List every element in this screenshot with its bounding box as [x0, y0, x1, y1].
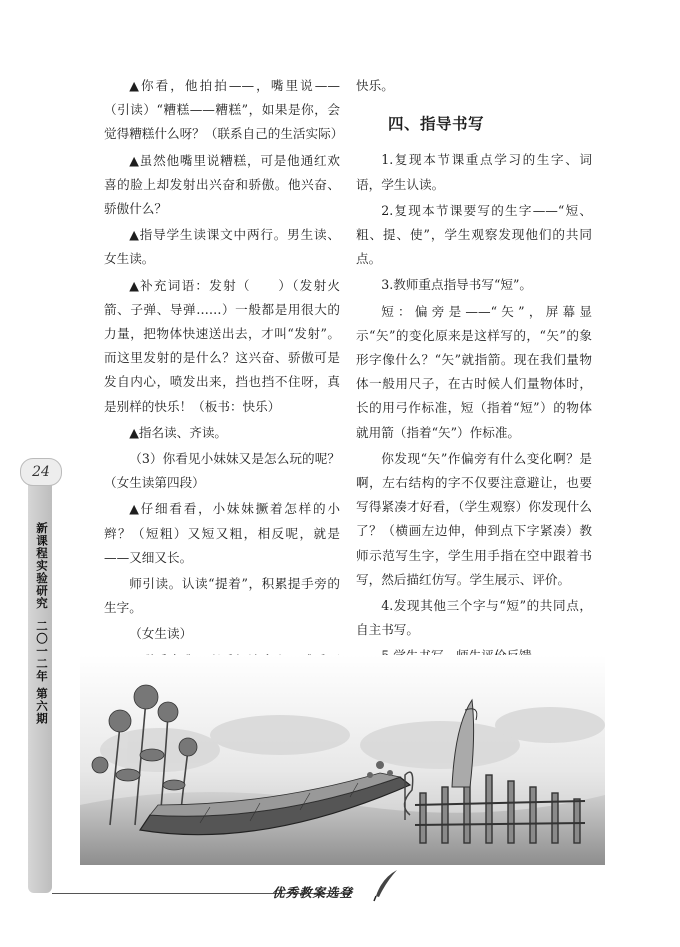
paragraph: 4.发现其他三个字与“短”的共同点，自主书写。 [356, 598, 592, 638]
paragraph: 短：偏旁是——“矢”，屏幕显示“矢”的变化原来是这样写的，“矢”的象形字像什么？“矢”就指箭。现在我们量物体一般用尺子，在古时候人们量物体时，长的用弓作标准，短（指着“短”）的物体就用箭（指着“矢”）作标准。 [356, 303, 592, 440]
right-column [356, 74, 592, 671]
paragraph: ▲指名读、齐读。 [129, 424, 228, 440]
paragraph: ▲指导学生读课文中两行。男生读、女生读。 [104, 227, 340, 267]
issue-label: 二〇一二年 第六期 [35, 620, 49, 726]
paragraph: （3）你看见小妹妹又是怎么玩的呢？（女生读第四段） [104, 451, 340, 491]
quill-pen-icon [370, 868, 400, 902]
paragraph: 2.复现本节课要写的生字——“短、粗、提、使”，学生观察发现他们的共同点。 [356, 202, 592, 267]
paragraph: ▲仔细看看，小妹妹撅着怎样的小辫？（短粗）又短又粗，相反呢，就是——又细又长。 [104, 501, 340, 565]
paragraph: ▲补充词语：发射（ ）（发射火箭、子弹、导弹……）一般都是用很大的力量，把物体快速送出去，才叫“发射”。而这里发射的是什么？这兴奋、骄傲可是发自内心，喷发出来，挡也挡不住呀，真是别样的快乐！（板书：快乐） [104, 277, 340, 414]
landscape-boat-flowers-fence-illustration [80, 655, 605, 865]
page-number: 24 [20, 458, 62, 486]
section-heading: 四、指导书写 [388, 115, 485, 134]
paragraph: ▲你看，他拍拍——，嘴里说——（引读）“糟糕——糟糕”，如果是你，会觉得糟糕什么呀？（联系自己的生活实际） [104, 78, 344, 142]
footer-section-label: 优秀教案选登 [272, 885, 354, 900]
paragraph: 3.教师重点指导书写“短”。 [381, 277, 533, 293]
left-column [104, 74, 344, 699]
paragraph: ▲虽然他嘴里说糟糕，可是他通红欢喜的脸上却发射出兴奋和骄傲。他兴奋、骄傲什么？ [104, 152, 340, 217]
paragraph: 你发现“矢”作偏旁有什么变化啊？是啊，左右结构的字不仅要注意避让，也要写得紧凑才好看，（学生观察）你发现什么了？（横画左边伸，伸到点下字紧凑）教师示范写生字，学生用手指在空中跟着书写，然后描红仿写。学生展示、评价。 [356, 450, 592, 587]
journal-name: 新课程实验研究 [35, 522, 49, 610]
paragraph: 师引读。认读“提着”，积累提手旁的生字。 [104, 576, 340, 616]
continuation-text: 快乐。 [356, 78, 394, 93]
paragraph: 1.复现本节课重点学习的生字、词语，学生认读。 [356, 152, 592, 192]
paragraph: （女生读） [129, 626, 193, 642]
